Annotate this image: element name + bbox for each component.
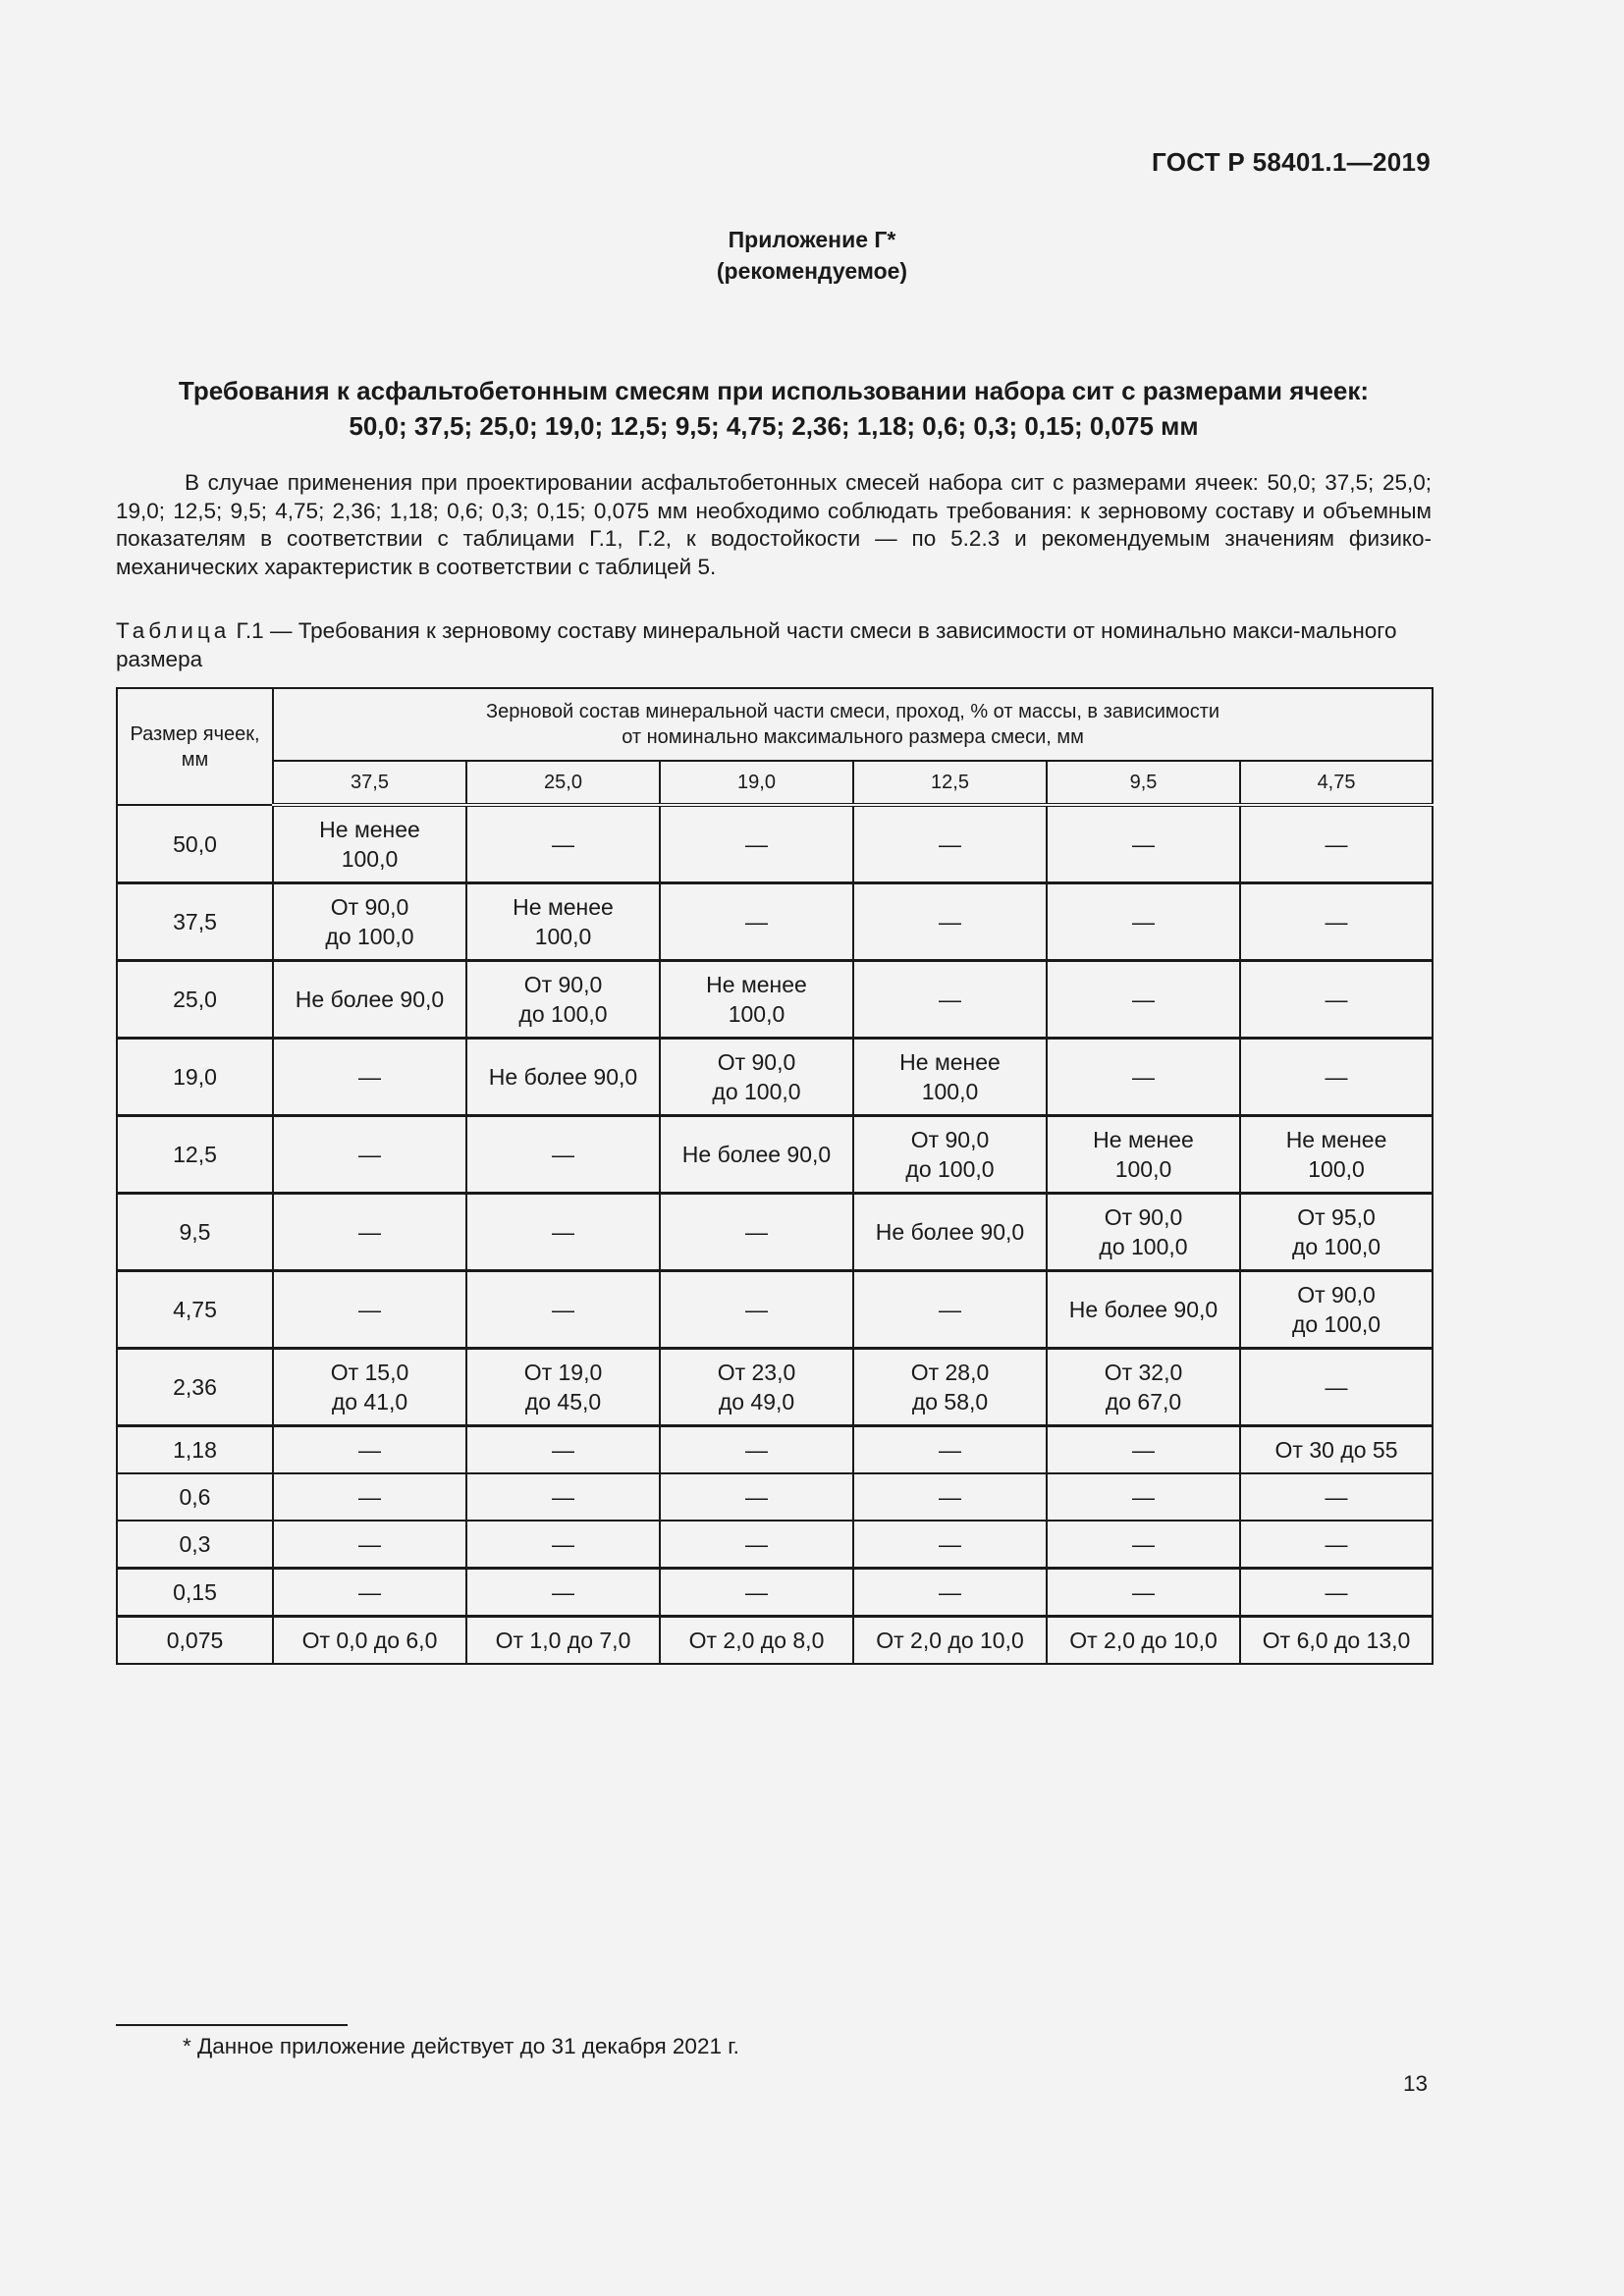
cell-line: — — [939, 1531, 961, 1557]
cell-line: — — [1325, 1579, 1348, 1605]
table-caption-text: Г.1 — Требования к зерновому составу минеральной части смеси в зависимости от номинально макси-мального размера — [116, 618, 1397, 671]
table-row — [117, 1569, 1433, 1617]
group-header-line1: Зерновой состав минеральной части смеси, проход, % от массы, в зависимости — [485, 701, 1220, 722]
row-header-sieve-size: Размер ячеек, мм — [117, 688, 273, 805]
cell-line: Не менее — [1093, 1127, 1194, 1152]
table-cell — [466, 1039, 660, 1116]
table-cell — [1047, 1349, 1240, 1426]
appendix-title: Приложение Г* — [728, 227, 896, 252]
table-cell — [1240, 1521, 1433, 1569]
sieve-size-cell: 12,5 — [117, 1116, 273, 1194]
table-cell — [273, 1271, 466, 1349]
table-cell — [273, 805, 466, 883]
page-number: 13 — [1402, 2071, 1428, 2096]
sieve-size-cell: 1,18 — [117, 1426, 273, 1474]
table-cell — [853, 1194, 1047, 1271]
cell-line: до 67,0 — [1105, 1389, 1182, 1415]
section-title-line1: Требования к асфальтобетонным смесям при использовании набора сит с размерами ячеек: — [178, 376, 1370, 405]
table-cell — [1047, 1039, 1240, 1116]
table-cell — [1047, 1617, 1240, 1665]
table-cell — [466, 805, 660, 883]
table-cell — [1047, 1194, 1240, 1271]
table-cell — [660, 805, 853, 883]
cell-line: — — [1132, 987, 1155, 1012]
sieve-size-cell: 9,5 — [117, 1194, 273, 1271]
table-row — [117, 883, 1433, 961]
table-cell — [466, 1194, 660, 1271]
table-row — [117, 1039, 1433, 1116]
table-cell — [853, 1569, 1047, 1617]
cell-line: — — [358, 1219, 381, 1245]
column-header: 9,5 — [1047, 761, 1240, 805]
table-cell — [466, 1116, 660, 1194]
cell-line: — — [552, 1437, 574, 1463]
cell-line: — — [745, 909, 768, 934]
cell-line: От 15,0 — [330, 1360, 409, 1385]
grain-composition-table — [116, 687, 1434, 1665]
cell-line: 100,0 — [1114, 1156, 1172, 1182]
cell-line: — — [745, 831, 768, 857]
cell-line: От 0,0 до 6,0 — [301, 1628, 438, 1653]
cell-line: — — [745, 1219, 768, 1245]
table-cell — [660, 1521, 853, 1569]
cell-line: до 41,0 — [331, 1389, 408, 1415]
table-cell — [853, 1617, 1047, 1665]
table-cell — [273, 1617, 466, 1665]
cell-line: — — [1325, 831, 1348, 857]
cell-line: Не менее — [1285, 1127, 1387, 1152]
cell-line: 100,0 — [341, 846, 399, 872]
sieve-size-cell: 19,0 — [117, 1039, 273, 1116]
cell-line: — — [1132, 1579, 1155, 1605]
cell-line: Не более 90,0 — [1068, 1297, 1218, 1322]
cell-line: до 100,0 — [905, 1156, 995, 1182]
cell-line: От 30 до 55 — [1274, 1437, 1398, 1463]
cell-line: — — [358, 1064, 381, 1090]
cell-line: От 90,0 — [910, 1127, 990, 1152]
cell-line: От 28,0 — [910, 1360, 990, 1385]
sieve-size-cell: 0,6 — [117, 1473, 273, 1521]
table-cell — [1240, 805, 1433, 883]
cell-line: до 100,0 — [1291, 1234, 1381, 1259]
cell-line: до 58,0 — [911, 1389, 989, 1415]
cell-line: — — [358, 1579, 381, 1605]
table-cell — [853, 1116, 1047, 1194]
table-cell — [660, 883, 853, 961]
table-cell — [660, 1569, 853, 1617]
cell-line: От 32,0 — [1104, 1360, 1183, 1385]
table-cell — [1240, 1116, 1433, 1194]
cell-line: — — [745, 1297, 768, 1322]
table-cell — [660, 1473, 853, 1521]
cell-line: — — [1325, 909, 1348, 934]
cell-line: — — [552, 1219, 574, 1245]
sieve-size-cell: 25,0 — [117, 961, 273, 1039]
table-cell — [466, 961, 660, 1039]
cell-line: — — [1132, 1437, 1155, 1463]
cell-line: От 1,0 до 7,0 — [495, 1628, 631, 1653]
table-cell — [1047, 805, 1240, 883]
table-cell — [660, 1349, 853, 1426]
standard-code: ГОСТ Р 58401.1—2019 — [1152, 147, 1431, 177]
cell-line: — — [939, 831, 961, 857]
table-row — [117, 1194, 1433, 1271]
cell-line: От 23,0 — [717, 1360, 796, 1385]
table-cell — [1047, 883, 1240, 961]
cell-line: — — [1132, 1531, 1155, 1557]
table-cell — [466, 1349, 660, 1426]
cell-line: От 2,0 до 10,0 — [876, 1628, 1024, 1653]
cell-line: — — [1132, 1064, 1155, 1090]
cell-line: — — [1132, 1484, 1155, 1510]
cell-line: 100,0 — [1308, 1156, 1365, 1182]
cell-line: до 100,0 — [325, 924, 414, 949]
table-cell — [1240, 1349, 1433, 1426]
column-header: 37,5 — [273, 761, 466, 805]
table-cell — [1240, 1617, 1433, 1665]
cell-line: 100,0 — [728, 1001, 785, 1027]
cell-line: — — [552, 1142, 574, 1167]
table-cell — [273, 1426, 466, 1474]
table-cell — [273, 961, 466, 1039]
cell-line: — — [1325, 987, 1348, 1012]
table-cell — [466, 1569, 660, 1617]
cell-line: — — [939, 1579, 961, 1605]
footnote-divider — [116, 2024, 348, 2026]
section-title — [116, 373, 1432, 444]
cell-line: — — [939, 1297, 961, 1322]
table-cell — [853, 1521, 1047, 1569]
section-title-line2: 50,0; 37,5; 25,0; 19,0; 12,5; 9,5; 4,75; 2,36; 1,18; 0,6; 0,3; 0,15; 0,075 мм — [349, 411, 1199, 441]
cell-line: От 90,0 — [717, 1049, 796, 1075]
table-row — [117, 1521, 1433, 1569]
cell-line: Не менее — [706, 972, 807, 997]
cell-line: — — [1132, 831, 1155, 857]
cell-line: до 49,0 — [718, 1389, 795, 1415]
cell-line: От 2,0 до 8,0 — [688, 1628, 825, 1653]
table-row — [117, 805, 1433, 883]
table-cell — [273, 1521, 466, 1569]
table-row — [117, 961, 1433, 1039]
table-cell — [466, 883, 660, 961]
cell-line: От 90,0 — [523, 972, 603, 997]
cell-line: до 100,0 — [712, 1079, 801, 1104]
table-cell — [273, 1473, 466, 1521]
table-cell — [660, 1194, 853, 1271]
cell-line: — — [1325, 1484, 1348, 1510]
cell-line: — — [1325, 1531, 1348, 1557]
cell-line: — — [358, 1437, 381, 1463]
cell-line: Не менее — [513, 894, 614, 920]
table-cell — [660, 1116, 853, 1194]
table-cell — [1240, 1473, 1433, 1521]
cell-line: — — [358, 1531, 381, 1557]
table-row — [117, 1349, 1433, 1426]
cell-line: Не менее — [899, 1049, 1001, 1075]
table-cell — [853, 805, 1047, 883]
table-cell — [1047, 1473, 1240, 1521]
table-row — [117, 1473, 1433, 1521]
group-header — [273, 688, 1433, 761]
column-header: 12,5 — [853, 761, 1047, 805]
cell-line: Не более 90,0 — [875, 1219, 1025, 1245]
table-cell — [1047, 1521, 1240, 1569]
table-cell — [853, 1349, 1047, 1426]
table-cell — [273, 1194, 466, 1271]
table-cell — [1240, 1426, 1433, 1474]
cell-line: — — [552, 1484, 574, 1510]
table-cell — [660, 1617, 853, 1665]
cell-line: — — [1325, 1374, 1348, 1400]
cell-line: 100,0 — [921, 1079, 979, 1104]
cell-line: Не более 90,0 — [681, 1142, 832, 1167]
sieve-size-cell: 0,075 — [117, 1617, 273, 1665]
table-cell — [273, 1349, 466, 1426]
table-cell — [660, 1426, 853, 1474]
table-caption-label: Таблица — [116, 618, 231, 643]
table-cell — [1240, 1271, 1433, 1349]
sieve-size-cell: 50,0 — [117, 805, 273, 883]
table-cell — [1047, 961, 1240, 1039]
table-cell — [466, 1521, 660, 1569]
cell-line: От 90,0 — [1297, 1282, 1376, 1308]
cell-line: до 100,0 — [1099, 1234, 1188, 1259]
table-cell — [853, 1039, 1047, 1116]
table-cell — [273, 1116, 466, 1194]
table-cell — [1047, 1426, 1240, 1474]
table-cell — [1240, 1569, 1433, 1617]
table-cell — [660, 961, 853, 1039]
table-cell — [853, 1426, 1047, 1474]
cell-line: — — [358, 1142, 381, 1167]
cell-line: — — [745, 1484, 768, 1510]
cell-line: до 100,0 — [1291, 1311, 1381, 1337]
cell-line: — — [745, 1531, 768, 1557]
cell-line: От 95,0 — [1297, 1204, 1376, 1230]
intro-text: В случае применения при проектировании асфальтобетонных смесей набора сит с размерами ячеек: 50,0; 37,5; 25,0; 19,0; 12,5; 9,5; 4,75; 2,36; 1,18; 0,6; 0,3; 0,15; 0,075 мм необходимо соблюдать требования: к зерновому составу и объемным показателям в соответствии с таблицами Г.1, Г.2, к водостойкости — по 5.2.3 и рекомендуемым значениям физико-механических характеристик в соответствии с таблицей 5. — [116, 470, 1432, 579]
table-cell — [1047, 1271, 1240, 1349]
sieve-size-cell: 37,5 — [117, 883, 273, 961]
cell-line: От 2,0 до 10,0 — [1069, 1628, 1218, 1653]
appendix-subtitle: (рекомендуемое) — [716, 258, 908, 284]
table-cell — [1240, 961, 1433, 1039]
table-cell — [466, 1473, 660, 1521]
table-cell — [1240, 1039, 1433, 1116]
table-cell — [466, 1617, 660, 1665]
cell-line: — — [552, 831, 574, 857]
cell-line: — — [358, 1484, 381, 1510]
cell-line: — — [939, 1437, 961, 1463]
table-caption — [116, 616, 1432, 673]
cell-line: 100,0 — [534, 924, 592, 949]
cell-line: — — [1132, 909, 1155, 934]
table-cell — [273, 883, 466, 961]
cell-line: Не менее — [319, 817, 420, 842]
table-row — [117, 1617, 1433, 1665]
column-header: 25,0 — [466, 761, 660, 805]
column-header: 4,75 — [1240, 761, 1433, 805]
cell-line: — — [939, 1484, 961, 1510]
cell-line: — — [1325, 1064, 1348, 1090]
sieve-size-cell: 0,15 — [117, 1569, 273, 1617]
sieve-size-cell: 2,36 — [117, 1349, 273, 1426]
sieve-size-cell: 4,75 — [117, 1271, 273, 1349]
group-header-line2: от номинально максимального размера смеси, мм — [622, 726, 1084, 748]
cell-line: Не более 90,0 — [488, 1064, 638, 1090]
table-cell — [660, 1271, 853, 1349]
cell-line: — — [745, 1579, 768, 1605]
cell-line: Не более 90,0 — [295, 987, 445, 1012]
table-cell — [1047, 1116, 1240, 1194]
table-cell — [1240, 1194, 1433, 1271]
sieve-size-cell: 0,3 — [117, 1521, 273, 1569]
cell-line: до 45,0 — [524, 1389, 602, 1415]
table-cell — [466, 1426, 660, 1474]
cell-line: — — [745, 1437, 768, 1463]
table-cell — [1240, 883, 1433, 961]
intro-paragraph — [116, 469, 1432, 581]
cell-line: — — [552, 1297, 574, 1322]
cell-line: — — [358, 1297, 381, 1322]
table-cell — [273, 1569, 466, 1617]
table-cell — [853, 883, 1047, 961]
cell-line: От 19,0 — [523, 1360, 603, 1385]
table-cell — [853, 1473, 1047, 1521]
cell-line: до 100,0 — [518, 1001, 608, 1027]
cell-line: — — [939, 909, 961, 934]
cell-line: — — [552, 1579, 574, 1605]
column-header: 19,0 — [660, 761, 853, 805]
cell-line: От 6,0 до 13,0 — [1262, 1628, 1411, 1653]
table-cell — [466, 1271, 660, 1349]
cell-line: — — [939, 987, 961, 1012]
table-row — [117, 1271, 1433, 1349]
table-cell — [660, 1039, 853, 1116]
table-cell — [853, 961, 1047, 1039]
table-row — [117, 1116, 1433, 1194]
table-cell — [1047, 1569, 1240, 1617]
table-row — [117, 1426, 1433, 1474]
table-cell — [853, 1271, 1047, 1349]
cell-line: — — [552, 1531, 574, 1557]
cell-line: От 90,0 — [330, 894, 409, 920]
cell-line: От 90,0 — [1104, 1204, 1183, 1230]
appendix-heading — [0, 224, 1624, 287]
footnote: * Данное приложение действует до 31 декабря 2021 г. — [183, 2034, 739, 2058]
table-cell — [273, 1039, 466, 1116]
